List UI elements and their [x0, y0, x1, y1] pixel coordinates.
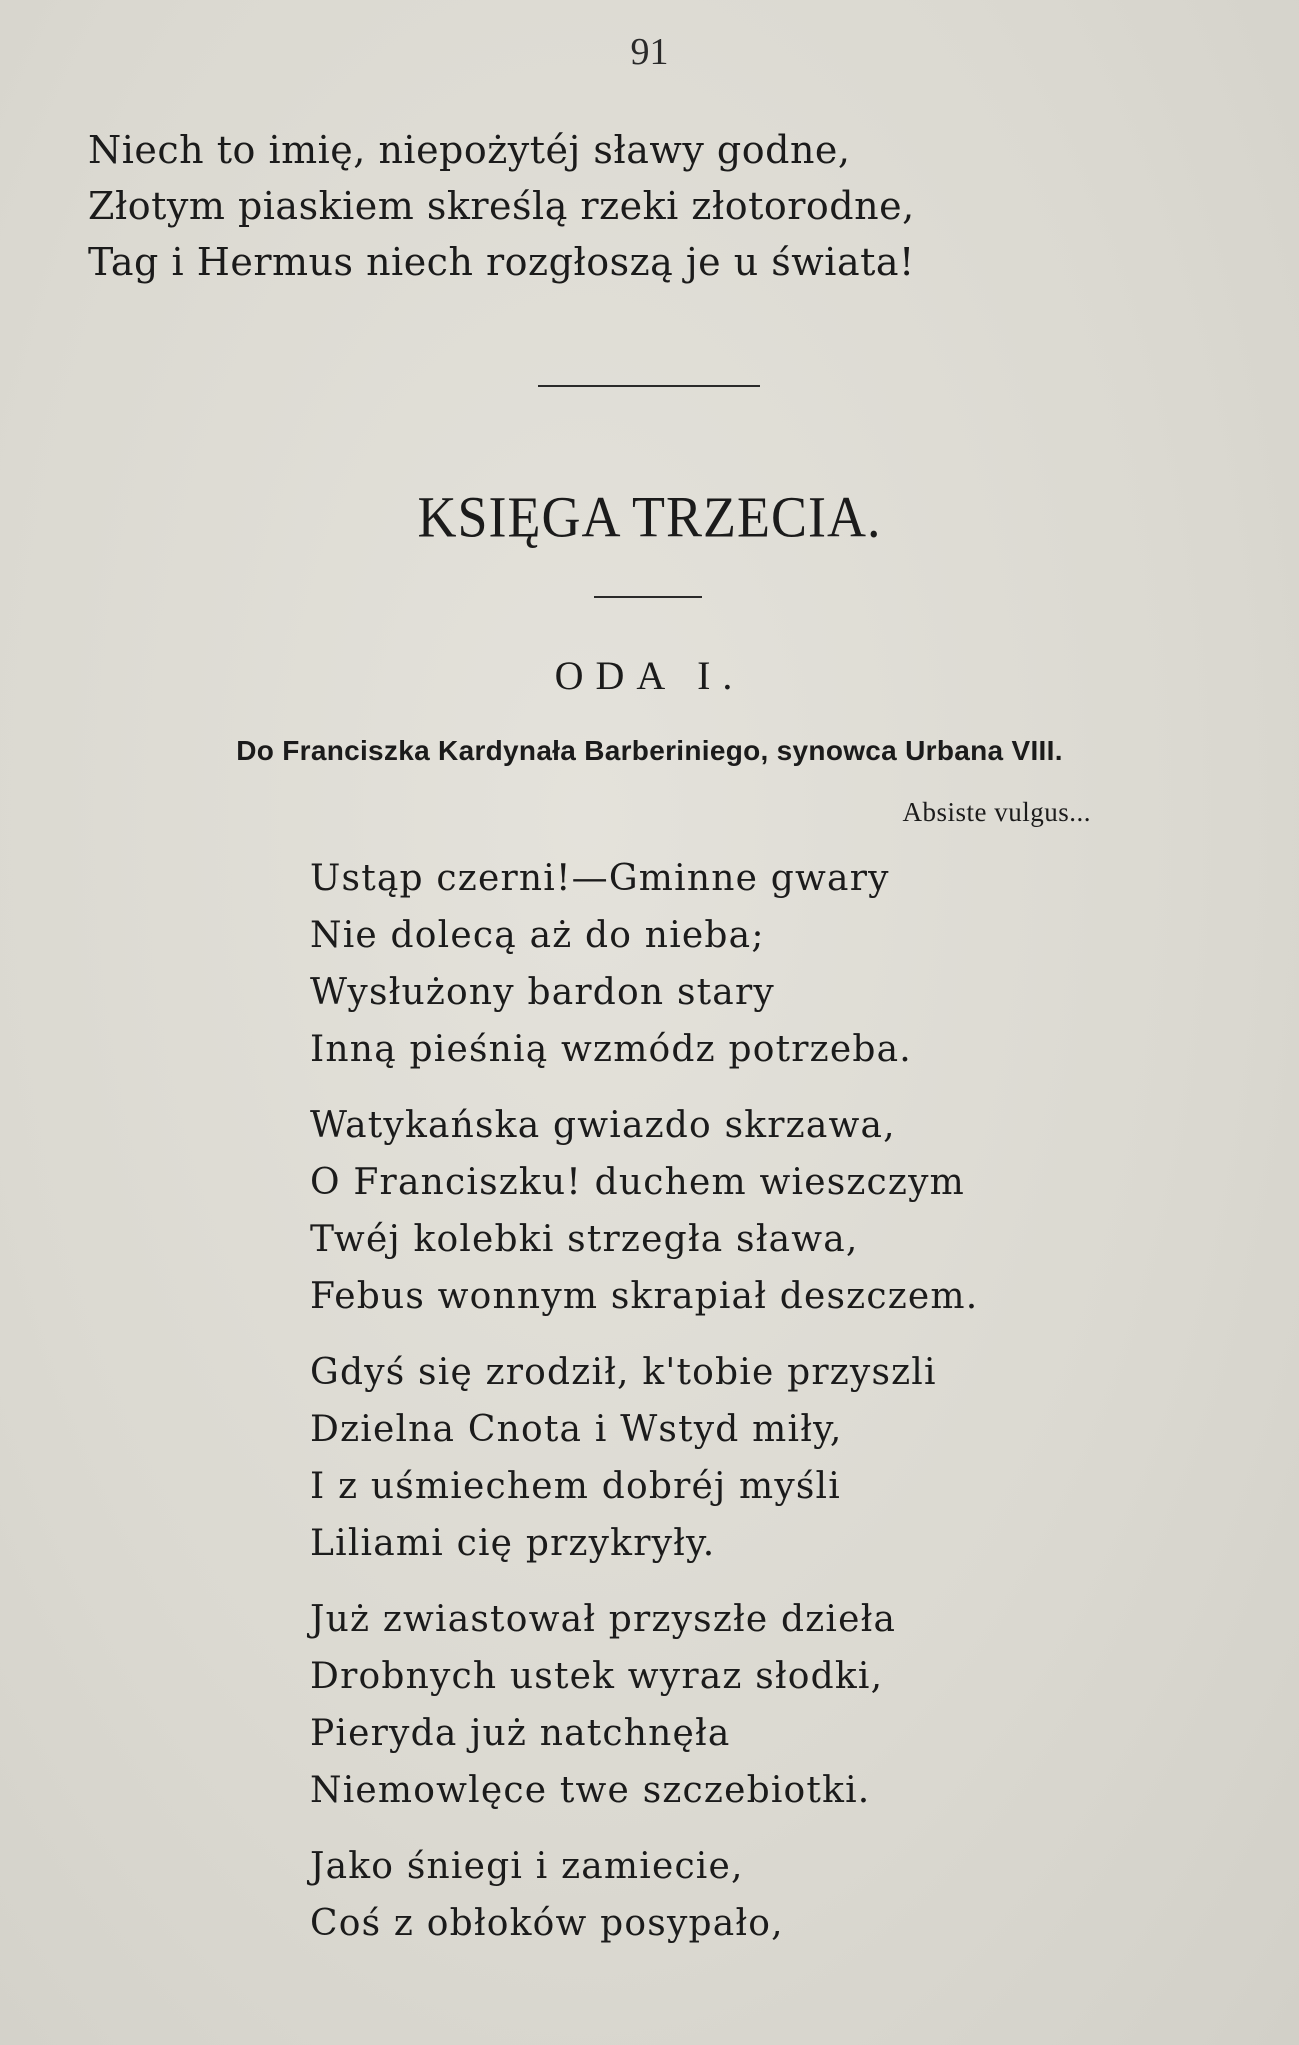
verse-line: Tag i Hermus niech rozgłoszą je u świata!: [88, 240, 915, 284]
verse-line: Niech to imię, niepożytéj sławy godne,: [88, 128, 851, 172]
verse-line: Złotym piaskiem skreślą rzeki złotorodne,: [88, 184, 915, 228]
verse-line: Liliami cię przykryły.: [310, 1523, 716, 1564]
dedication: Do Franciszka Kardynała Barberiniego, synowca Urbana VIII.: [236, 735, 1063, 766]
poem: [310, 850, 978, 1971]
stanza: [310, 1097, 978, 1325]
epigraph: Absiste vulgus...: [902, 797, 1091, 827]
verse-line: I z uśmiechem dobréj myśli: [310, 1466, 841, 1507]
closing-stanza: [88, 122, 915, 290]
verse-line: Pieryda już natchnęła: [310, 1713, 731, 1754]
verse-line: Niemowlęce twe szczebiotki.: [310, 1770, 871, 1811]
verse-line: Ustąp czerni!—Gminne gwary: [310, 858, 890, 899]
stanza: [310, 1838, 978, 1952]
page-number: 91: [630, 31, 669, 73]
verse-line: Jako śniegi i zamiecie,: [310, 1846, 744, 1887]
verse-line: Dzielna Cnota i Wstyd miły,: [310, 1409, 843, 1450]
ode-title: ODA I.: [554, 653, 745, 698]
section-divider: [538, 385, 760, 387]
book-title: KSIĘGA TRZECIA.: [417, 484, 882, 550]
verse-line: Wysłużony bardon stary: [310, 972, 775, 1013]
verse-line: Coś z obłoków posypało,: [310, 1903, 784, 1944]
verse-line: Gdyś się zrodził, k'tobie przyszli: [310, 1352, 937, 1393]
verse-line: Febus wonnym skrapiał deszczem.: [310, 1276, 979, 1317]
verse-line: Twéj kolebki strzegła sława,: [310, 1219, 859, 1260]
stanza: [310, 1344, 978, 1572]
verse-line: Drobnych ustek wyraz słodki,: [310, 1656, 884, 1697]
stanza: [310, 1591, 978, 1819]
verse-line: Już zwiastował przyszłe dzieła: [310, 1599, 897, 1640]
verse-line: Watykańska gwiazdo skrzawa,: [310, 1105, 896, 1146]
stanza: [310, 850, 978, 1078]
title-divider: [594, 596, 702, 598]
verse-line: Inną pieśnią wzmódz potrzeba.: [310, 1029, 912, 1070]
verse-line: Nie dolecą aż do nieba;: [310, 915, 765, 956]
verse-line: O Franciszku! duchem wieszczym: [310, 1162, 965, 1203]
